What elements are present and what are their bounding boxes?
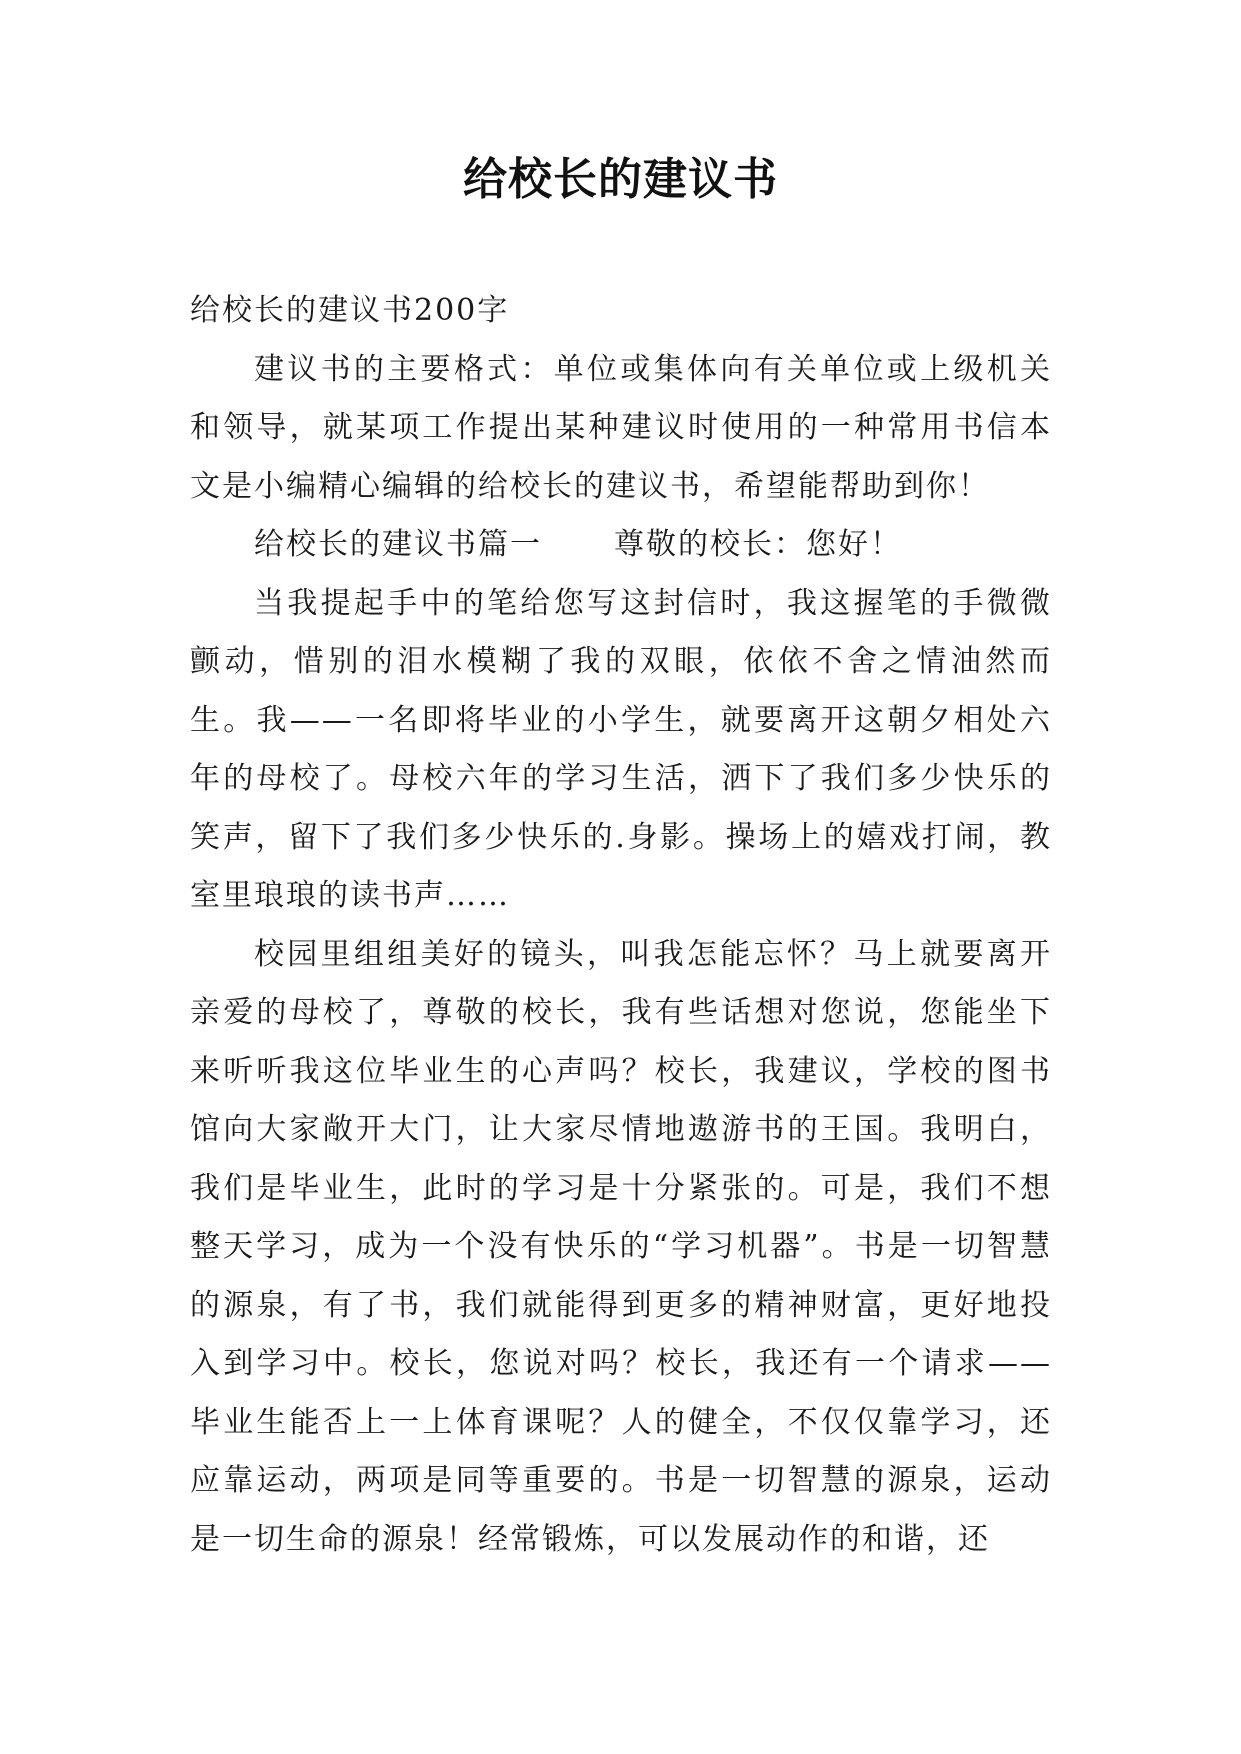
body-paragraph-2: 校园里组组美好的镜头，叫我怎能忘怀？马上就要离开亲爱的母校了，尊敬的校长，我有些话想对您说，您能坐下来听听我这位毕业生的心声吗？校长，我建议，学校的图书馆向大家敞开大门，让大家尽情地遨游书的王国。我明白，我们是毕业生，此时的学习是十分紧张的。可是，我们不想整天学习，成为一个没有快乐的“学习机器”。书是一切智慧的源泉，有了书，我们就能得到更多的精神财富，更好地投入到学习中。校长，您说对吗？校长，我还有一个请求——毕业生能否上一上体育课呢？人的健全，不仅仅靠学习，还应靠运动，两项是同等重要的。书是一切智慧的源泉，运动是一切生命的源泉！经常锻炼，可以发展动作的和谐，还 bbox=[190, 936, 1052, 1557]
body-paragraph-1: 当我提起手中的笔给您写这封信时，我这握笔的手微微颤动，惜别的泪水模糊了我的双眼，依依不舍之情油然而生。我——一名即将毕业的小学生，就要离开这朝夕相处六年的母校了。母校六年的学习生活，洒下了我们多少快乐的笑声，留下了我们多少快乐的.身影。操场上的嬉戏打闹，教室里琅琅的读书声…… bbox=[190, 585, 1052, 913]
section-heading-line bbox=[190, 516, 1052, 575]
document-title: 给校长的建议书 bbox=[463, 154, 778, 205]
intro-paragraph: 建议书的主要格式：单位或集体向有关单位或上级机关和领导，就某项工作提出某种建议时使用的一种常用书信本文是小编精心编辑的给校长的建议书，希望能帮助到你！ bbox=[190, 351, 1052, 504]
greeting: 尊敬的校长：您好！ bbox=[614, 527, 902, 562]
document-body bbox=[190, 282, 1052, 1569]
section-heading: 给校长的建议书篇一 bbox=[254, 527, 542, 562]
document-subtitle: 给校长的建议书200字 bbox=[190, 293, 510, 328]
